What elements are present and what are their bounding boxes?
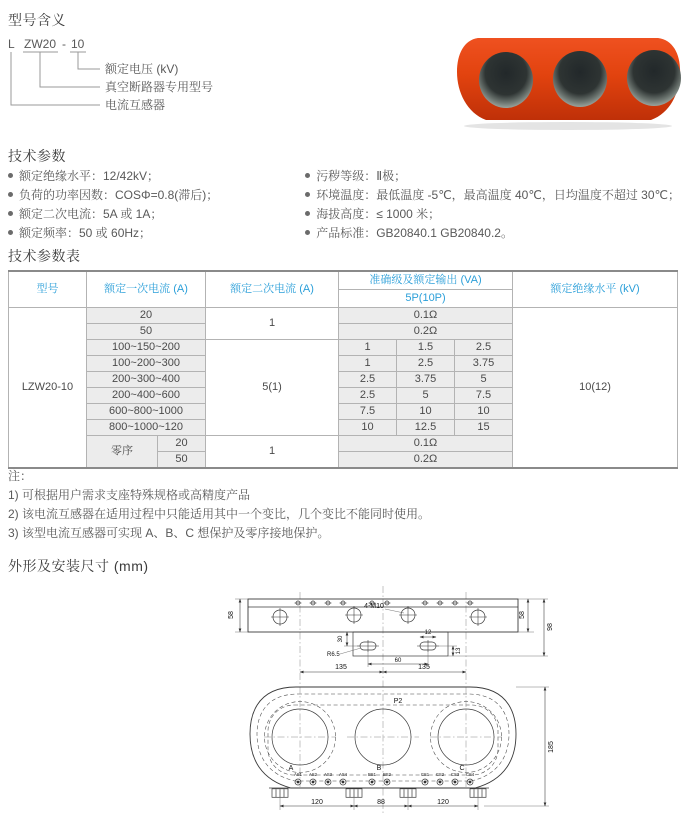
mounting-foot bbox=[269, 788, 291, 797]
label-p2: P2 bbox=[393, 698, 403, 705]
notes-title: 注： bbox=[8, 469, 33, 483]
cell-insulation: 10(12) bbox=[513, 308, 678, 469]
table-row: 100~200~300 1 2.5 3.75 bbox=[9, 356, 678, 372]
bullet-icon bbox=[305, 211, 310, 216]
note-item: 3) 该型电流互感器可实现 A、B、C 想保护及零序接地保护。 bbox=[8, 526, 330, 540]
product-photo bbox=[450, 30, 685, 132]
svg-text:CS2: CS2 bbox=[435, 772, 445, 777]
bullet-icon bbox=[8, 211, 13, 216]
svg-text:CS1: CS1 bbox=[420, 772, 430, 777]
col-subheader-5p10p: 5P(10P) bbox=[339, 290, 513, 308]
dim-13: 13 bbox=[456, 647, 462, 655]
svg-text:BS2: BS2 bbox=[382, 772, 392, 777]
param-item: 产品标准：GB20840.1 GB20840.2。 bbox=[305, 224, 680, 243]
section-title-table: 技术参数表 bbox=[8, 248, 81, 264]
connector-voltage bbox=[78, 52, 100, 69]
tech-params-left bbox=[8, 167, 305, 243]
bolt-hole bbox=[399, 606, 417, 624]
dim-135-left: 135 bbox=[335, 664, 347, 671]
tech-params-right bbox=[305, 167, 680, 243]
dim-185: 185 bbox=[548, 741, 555, 753]
bullet-icon bbox=[305, 173, 310, 178]
table-row: 50 0.2Ω bbox=[9, 452, 678, 469]
section-title-tech-params: 技术参数 bbox=[8, 148, 66, 164]
product-hole-a bbox=[479, 52, 533, 108]
svg-text:AS3: AS3 bbox=[323, 772, 333, 777]
cell-zero-sequence: 零序 bbox=[87, 436, 158, 469]
dim-135-right: 135 bbox=[418, 664, 430, 671]
svg-text:AS2: AS2 bbox=[308, 772, 318, 777]
bullet-icon bbox=[8, 192, 13, 197]
mounting-bracket bbox=[353, 632, 448, 656]
label-current-transformer: 电流互感器 bbox=[105, 98, 166, 112]
dim-58-left: 58 bbox=[228, 611, 235, 619]
col-header-model: 型号 bbox=[9, 271, 87, 308]
table-row: 600~800~1000 7.5 10 10 bbox=[9, 404, 678, 420]
label-breaker-model: 真空断路器专用型号 bbox=[105, 80, 214, 94]
dim-30: 30 bbox=[338, 635, 344, 643]
param-item: 海拔高度：≤ 1000 米； bbox=[305, 205, 680, 224]
notes bbox=[8, 467, 430, 543]
bullet-icon bbox=[305, 192, 310, 197]
table-row: 200~400~600 2.5 5 7.5 bbox=[9, 388, 678, 404]
label-phase-c: C bbox=[459, 765, 465, 772]
table-row: 200~300~400 2.5 3.75 5 bbox=[9, 372, 678, 388]
col-header-insulation: 额定绝缘水平 (kV) bbox=[513, 271, 678, 308]
svg-text:CS4: CS4 bbox=[465, 772, 475, 777]
label-phase-b: B bbox=[376, 765, 382, 772]
dim-4m10: 4-M10 bbox=[364, 603, 384, 610]
section-title-dimensions: 外形及安装尺寸 (mm) bbox=[8, 558, 149, 574]
param-item: 环境温度：最低温度 -5℃，最高温度 40℃，日均温度不超过 30℃； bbox=[305, 186, 680, 205]
bolt-hole bbox=[469, 608, 487, 626]
param-item: 额定频率：50 或 60Hz； bbox=[8, 224, 305, 243]
param-item: 额定二次电流：5A 或 1A； bbox=[8, 205, 305, 224]
bolt-hole bbox=[345, 606, 363, 624]
bullet-icon bbox=[305, 230, 310, 235]
secondary-terminals bbox=[294, 772, 475, 785]
dim-120-left: 120 bbox=[311, 799, 323, 806]
param-item: 污秽等级：Ⅱ极； bbox=[305, 167, 680, 186]
dim-r65: R6.5 bbox=[327, 652, 340, 658]
dimension-drawing bbox=[0, 584, 685, 823]
dim-12: 12 bbox=[424, 630, 432, 636]
tech-params-lists bbox=[8, 167, 680, 243]
front-view-dimensions bbox=[280, 687, 555, 810]
model-code-kv: 10 bbox=[71, 37, 85, 51]
model-code-diagram bbox=[8, 36, 338, 128]
mounting-foot bbox=[467, 788, 489, 797]
top-view-dimensions bbox=[228, 599, 554, 667]
label-rated-voltage: 额定电压 (kV) bbox=[105, 62, 179, 76]
mounting-foot bbox=[343, 788, 365, 797]
svg-text:CS3: CS3 bbox=[450, 772, 460, 777]
model-code-zw: ZW20 bbox=[24, 37, 57, 51]
section-title-model-meaning: 型号含义 bbox=[8, 12, 66, 28]
dim-60: 60 bbox=[394, 658, 402, 664]
bolt-hole bbox=[271, 608, 289, 626]
table-row: LZW20-10 20 1 0.1Ω 10(12) bbox=[9, 308, 678, 324]
table-row: 50 0.2Ω bbox=[9, 324, 678, 340]
table-row: 零序 20 1 0.1Ω bbox=[9, 436, 678, 452]
table-header-row bbox=[9, 271, 678, 290]
product-hole-c bbox=[627, 50, 681, 106]
svg-text:AS1: AS1 bbox=[293, 772, 303, 777]
svg-text:AS4: AS4 bbox=[338, 772, 348, 777]
col-header-secondary-current: 额定二次电流 (A) bbox=[206, 271, 339, 308]
product-shadow bbox=[464, 122, 672, 130]
mounting-foot bbox=[397, 788, 419, 797]
spec-table bbox=[8, 270, 678, 469]
bullet-icon bbox=[8, 173, 13, 178]
dim-58-right: 58 bbox=[519, 611, 526, 619]
param-item: 负荷的功率因数：COSΦ=0.8(滞后)； bbox=[8, 186, 305, 205]
cell-model: LZW20-10 bbox=[9, 308, 87, 469]
bullet-icon bbox=[8, 230, 13, 235]
note-item: 2) 该电流互感器在适用过程中只能适用其中一个变比，几个变比不能同时使用。 bbox=[8, 507, 431, 521]
dim-88: 88 bbox=[377, 799, 385, 806]
param-item: 额定绝缘水平：12/42kV； bbox=[8, 167, 305, 186]
svg-text:BS1: BS1 bbox=[367, 772, 377, 777]
col-header-accuracy-output: 准确级及额定输出 (VA) bbox=[339, 271, 513, 290]
note-item: 1) 可根据用户需求支座特殊规格或高精度产品 bbox=[8, 488, 251, 502]
dim-120-right: 120 bbox=[437, 799, 449, 806]
model-code-dash: - bbox=[62, 37, 66, 51]
col-header-primary-current: 额定一次电流 (A) bbox=[87, 271, 206, 308]
table-row: 800~1000~120 10 12.5 15 bbox=[9, 420, 678, 436]
product-hole-b bbox=[553, 51, 607, 107]
connector-ct bbox=[11, 52, 100, 105]
dim-98: 98 bbox=[547, 623, 554, 631]
model-code-l: L bbox=[8, 37, 15, 51]
label-phase-a: A bbox=[288, 765, 294, 772]
table-row: 100~150~200 5(1) 1 1.5 2.5 bbox=[9, 340, 678, 356]
